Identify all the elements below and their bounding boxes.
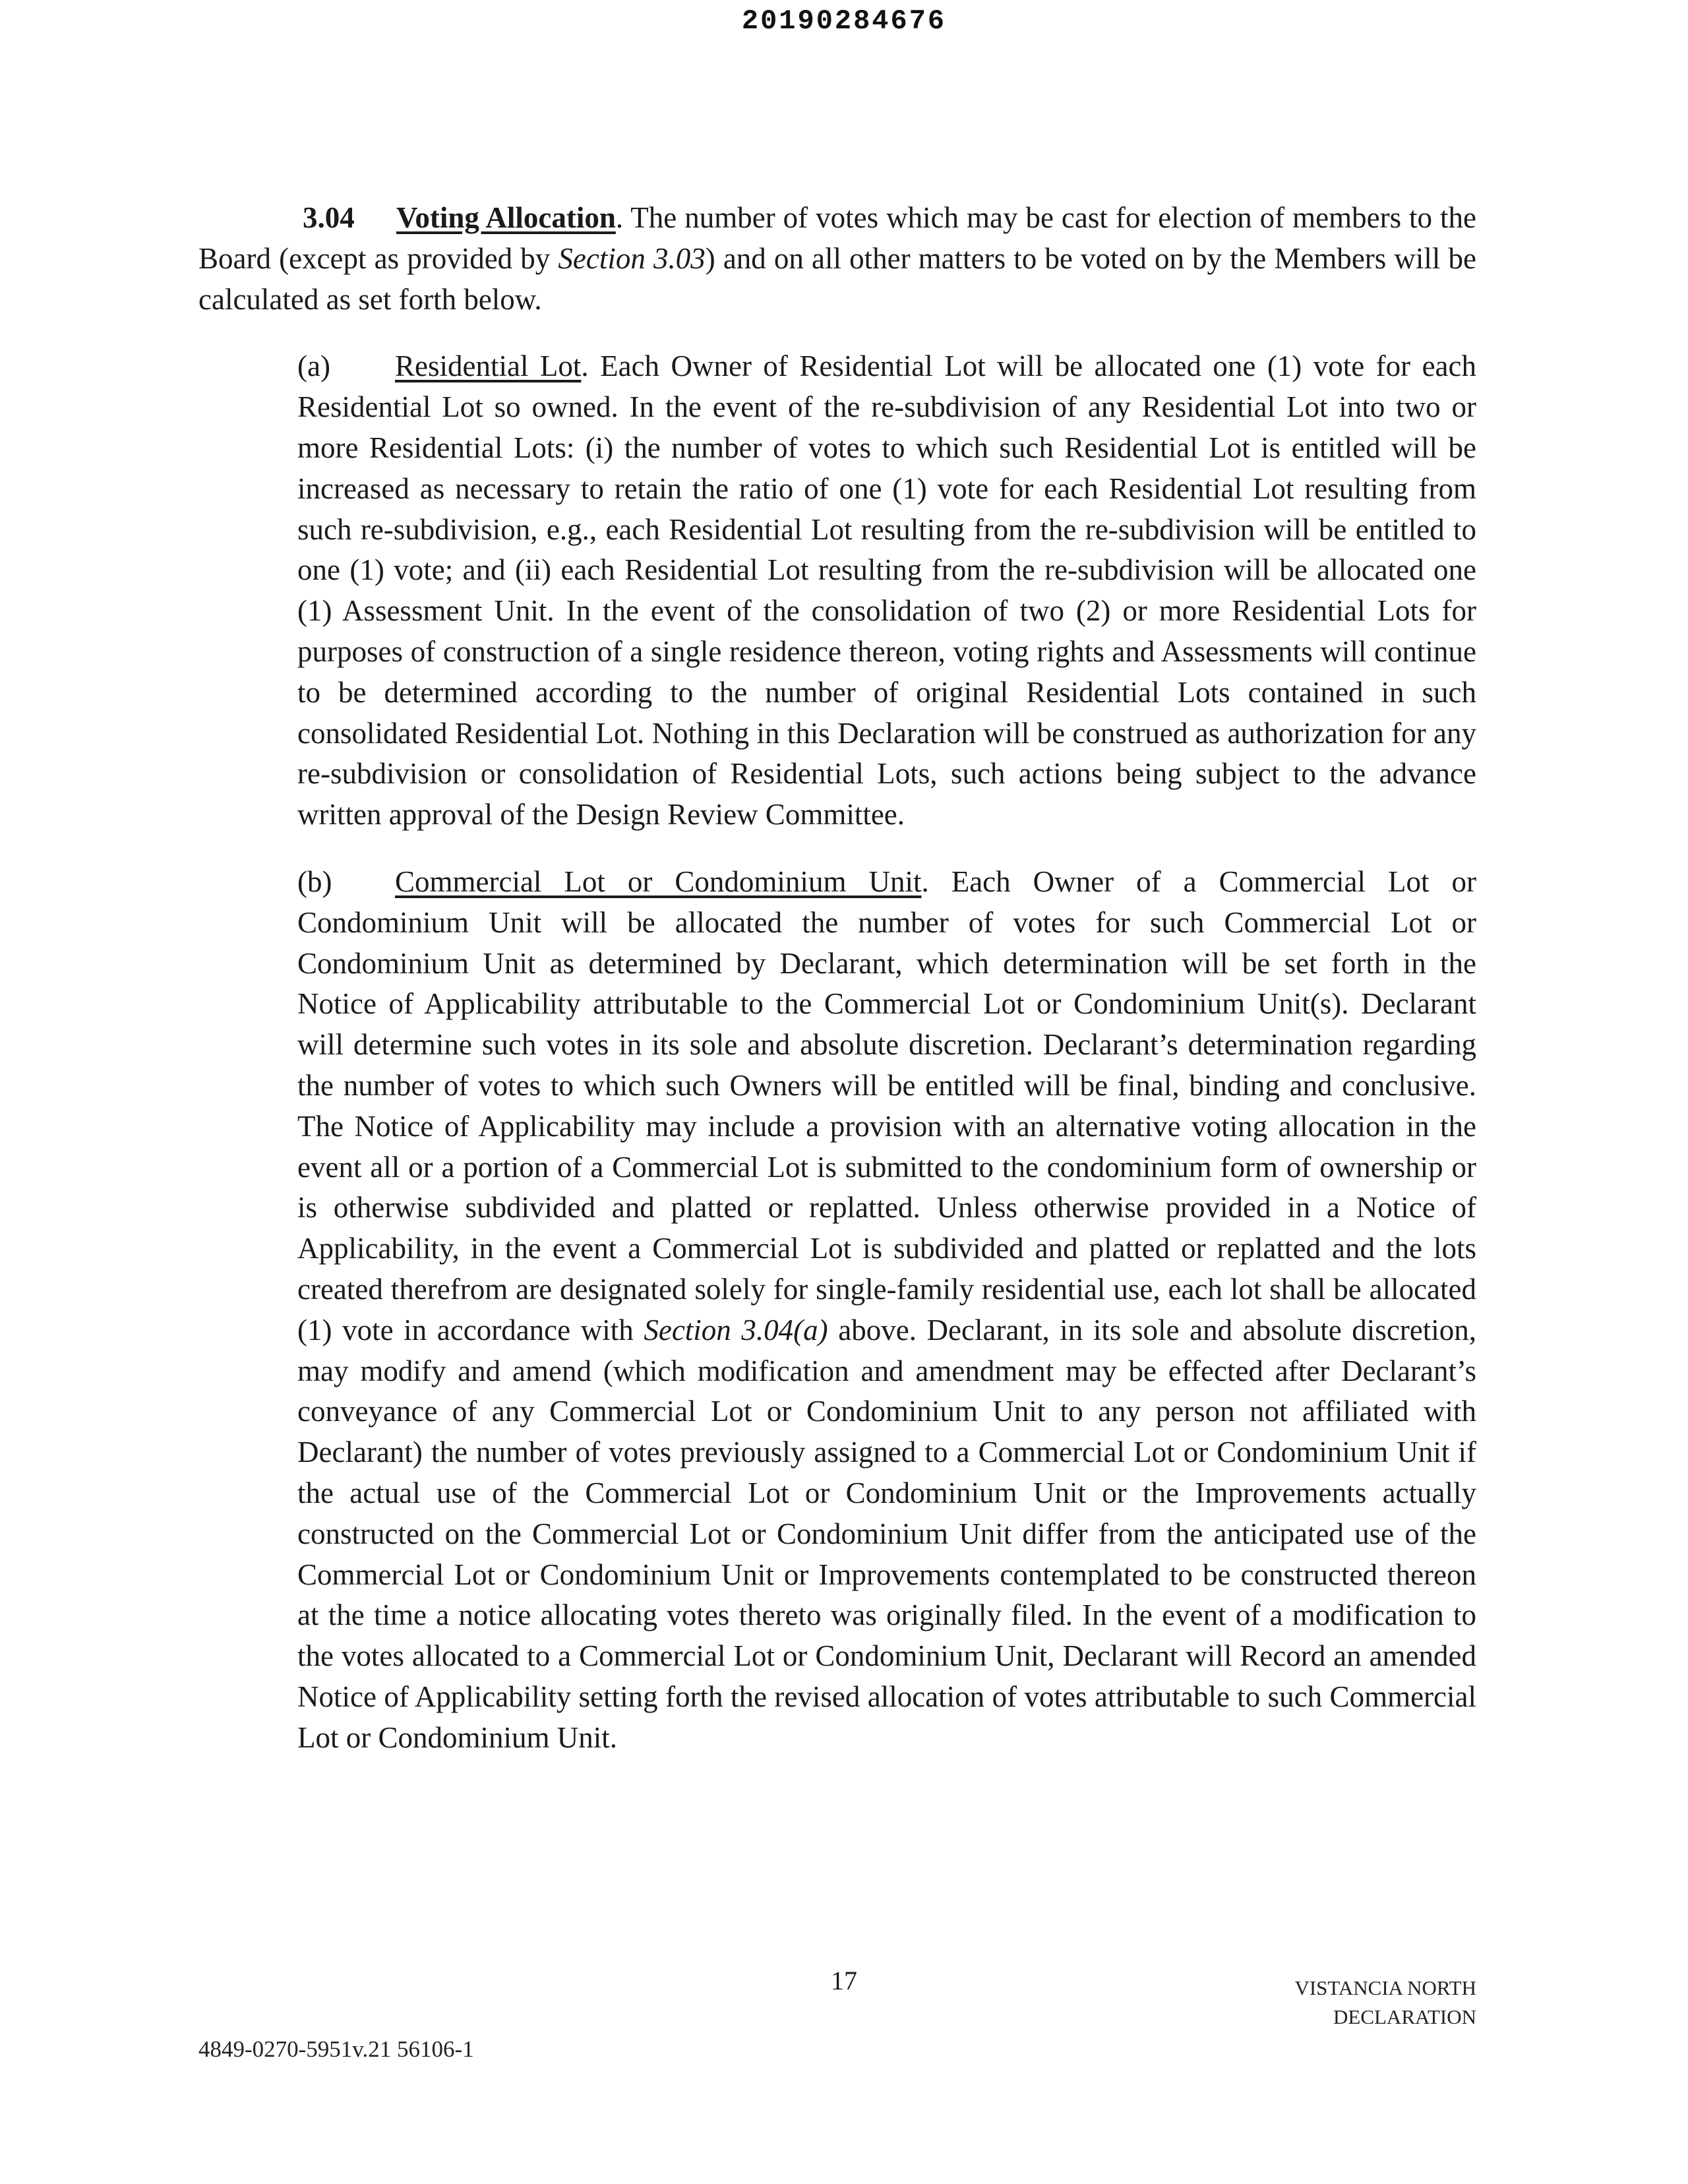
page-number: 17 [831, 1966, 857, 1995]
subsection-b-label: (b) [297, 864, 332, 898]
document-body [198, 198, 1476, 1758]
document-title-footer [1121, 1974, 1476, 2032]
document-number-header: 20190284676 [741, 5, 947, 37]
document-id-footer: 4849-0270-5951v.21 56106-1 [198, 2036, 474, 2062]
subsection-a-paragraph [198, 346, 1476, 835]
section-number: 3.04 [303, 201, 355, 234]
section-3-04-paragraph [198, 198, 1476, 320]
subsection-a-label: (a) [297, 349, 330, 383]
document-title-line-2: DECLARATION [1333, 2005, 1476, 2028]
subsection-b-reference: Section 3.04(a) [644, 1313, 828, 1347]
subsection-b-text-2: above. Declarant, in its sole and absolute discretion, may modify and amend (which modification and amendment may be effected after Declarant’s conveyance of any Commercial Lot or Condominium Unit to any person not affiliated with Declarant) the number of votes previously assigned to a Commercial Lot or Condominium Unit if the actual use of the Commercial Lot or Condominium Unit or the Improvements actually constructed on the Commercial Lot or Condominium Unit differ from the anticipated use of the Commercial Lot or Condominium Unit or Improvements contemplated to be constructed thereon at the time a notice allocating votes thereto was originally filed. In the event of a modification to the votes allocated to a Commercial Lot or Condominium Unit, Declarant will Record an amended Notice of Applicability setting forth the revised allocation of votes attributable to such Commercial Lot or Condominium Unit. [297, 1313, 1477, 1754]
subsection-b-title: Commercial Lot or Condominium Unit [395, 864, 922, 898]
subsection-a-text: . Each Owner of Residential Lot will be allocated one (1) vote for each Residential Lot so owned. In the event of the re-subdivision of any Residential Lot into two or more Residential Lots: (i) the number of votes to which such Residential Lot is entitled will be increased as necessary to retain the ratio of one (1) vote for each Residential Lot resulting from such re-subdivision, e.g., each Residential Lot resulting from the re-subdivision will be entitled to one (1) vote; and (ii) each Residential Lot resulting from the re-subdivision will be allocated one (1) Assessment Unit. In the event of the consolidation of two (2) or more Residential Lots for purposes of construction of a single residence thereon, voting rights and Assessments will continue to be determined according to the number of original Residential Lots contained in such consolidated Residential Lot. Nothing in this Declaration will be construed as authorization for any re-subdivision or consolidation of Residential Lots, such actions being subject to the advance written approval of the Design Review Committee. [297, 349, 1476, 832]
section-intro-text-2: ) and on all other matters to be voted on by the Members will be calculated as set forth below. [198, 241, 1477, 316]
subsection-a-title: Residential Lot [395, 349, 582, 383]
section-title: Voting Allocation [396, 201, 616, 234]
section-intro-reference: Section 3.03 [558, 241, 706, 275]
subsection-b-text-1: . Each Owner of a Commercial Lot or Condominium Unit will be allocated the number of votes for such Commercial Lot or Condominium Unit as determined by Declarant, which determination will be set forth in the Notice of Applicability attributable to the Commercial Lot or Condominium Unit(s). Declarant will determine such votes in its sole and absolute discretion. Declarant’s determination regarding the number of votes to which such Owners will be entitled will be final, binding and conclusive. The Notice of Applicability may include a provision with an alternative voting allocation in the event all or a portion of a Commercial Lot is submitted to the condominium form of ownership or is otherwise subdivided and platted or replatted. Unless otherwise provided in a Notice of Applicability, in the event a Commercial Lot is subdivided and platted or replatted and the lots created therefrom are designated solely for single-family residential use, each lot shall be allocated (1) vote in accordance with [297, 864, 1476, 1347]
document-title-line-1: VISTANCIA NORTH [1294, 1976, 1476, 1999]
section-intro-text-1: . The number of votes which may be cast for election of members to the Board (except as provided by [198, 201, 1477, 275]
subsection-b-paragraph [198, 862, 1476, 1759]
